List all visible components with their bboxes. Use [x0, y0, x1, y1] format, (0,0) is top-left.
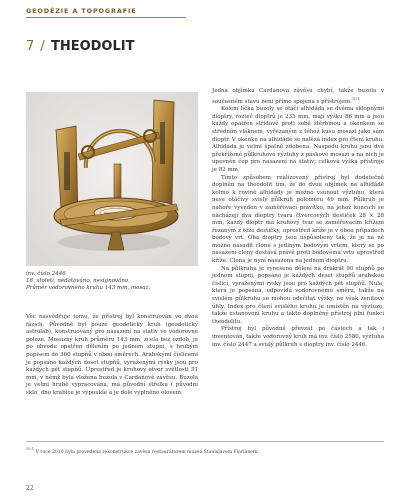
running-head: GEODÉZIE A TOPOGRAFIE — [26, 7, 137, 15]
right-paragraph-3: Tímto způsobem realizovaný přístroj byl dodatečně doplněn na theodolit tím, že do dvou objímek na alhidádě kolmo k rovině alhidády je možno vsunout výztuhu, která nese otáčivý svislý půlkruh poloměru 49 mm. Půlkruh je nahoře vyveden v zaměřovací pravítko, na jehož koncích se nacházejí dva dioptry tvaru čtvercových destiček 28 × 28 mm, každý dioptr má kruhový tvar se zaměřovacím křížem řezaným z téže destičky, uprostřed kříže je v obou případech bodový vrt. Oba dioptry jsou uspůsobeny tak, že je na ně možno nasadit clonu s jediným bodovým vrtem, který se po nasazení clony dostává právě proti bodovému vrtu uprostřed kříže. Clona je nyní nasazena na jednom dioptru. — [212, 174, 384, 265]
caption-inventory: inv. číslo 2446 — [26, 271, 66, 277]
right-paragraph-4: Na půlkruhu je vyneseno dělení na drakrát 90 stupňů po jednom stupni, popsáno je každých deset stupňů arabskou číslicí, vyraženými rysky jsou pro každých pět stupňů. Nula, která je popsána, odpovídá vodorovnému směru, takže na svislém půlkruhu se mohou odečítat výšky, ne však zenitové úhly. Index pro čtení svislého kruhu je umístěn na výztuze, takže ustanovení kruhu a takto doplněný přístroj plní funkci theodolitu. — [212, 265, 384, 325]
footnote-reference[interactable]: 10.1 — [351, 96, 360, 101]
caption-date: 18. století, nedatováno, nesignováno. — [26, 278, 130, 284]
footnote-rule — [26, 441, 384, 442]
theodolite-illustration — [26, 92, 198, 266]
footnote-mark: 10.1 — [26, 447, 35, 451]
right-paragraph-2: Kolem líčka buzoly se otáčí alhidáda se dvěma sklopnými dioptry, rozteč dioptrů je 235 mm, mají výšku 86 mm a jsou každý opatřen střídavě proti sobě štěrbinou a okénkem se středním vláknem, vyřezaným z téhož kusu mosazi jako sám dioptr. V okénku na alhidádě se nalézá index pro čtení kruhu. Alhidáda je velmi špatně zdobena. Naspodu kruhu jsou dvě překřížené půlkruhové výztuhy z páskové mosazi a na nich je upevněn čep pro nasazení na stativ; celková výška přístroje je 82 mm. — [212, 106, 384, 173]
section-separator: / — [40, 39, 45, 54]
figure-caption — [26, 271, 198, 292]
section-title — [26, 39, 134, 54]
theodolite-photo — [26, 92, 198, 266]
caption-dimensions: Průměr vodorovného kruhu 143 mm, mosaz. — [26, 285, 151, 291]
header-rule — [26, 17, 186, 18]
footnote-text: V roce 2010 byla provedena rekonstrukce závěsu restaurátorem muzea Stanislavem Floriánem. — [35, 450, 259, 455]
left-column — [26, 314, 198, 398]
page-number: 22 — [26, 485, 34, 492]
left-paragraph: Věc nasvědčuje tomu, že přístroj byl konstruován ve dvou fázích. Původně byl pouze geodetický kruh (geodetický astroláb), konstruovaný pro nasazení na stativ ve vodorovné poloze. Mosazný kruh průměru 143 mm, zcela bez ozdob, je po obvodu opatřen dělením po jednom stupni, s hrubým popisem do 360 stupňů v obou směrech. Arabskými číslicemi je popsáno každých deset stupňů, vyraženými rysky jsou pro každých pět stupňů. Uprostřed je kruhový otvor světlosti 51 mm, v němž byla vložena buzola v Cardanově závěsu. Buzola je velmi hrubě vypracována, má původní střelku i původní sklo, dno krabice je vypouklé a je dole vyplněno olovem. — [26, 314, 198, 396]
footnote — [26, 446, 259, 456]
right-paragraph-5: Přístroj byl původně převzat po částech a tak i inventován, takže vodorovný kruh má inv. číslo 2580, výztuha inv. číslo 2447 a svislý půlkruh s dioptry inv. číslo 2446. — [212, 326, 384, 348]
section-heading: THEODOLIT — [50, 39, 135, 54]
section-number: 7 — [26, 39, 35, 54]
right-paragraph-1: Jedna objímka Cardanova závěsu chybí, takže buzola v současném stavu není přímo spojena s přístrojem.$^{10.1}$ — [212, 88, 384, 105]
right-column — [212, 88, 384, 349]
